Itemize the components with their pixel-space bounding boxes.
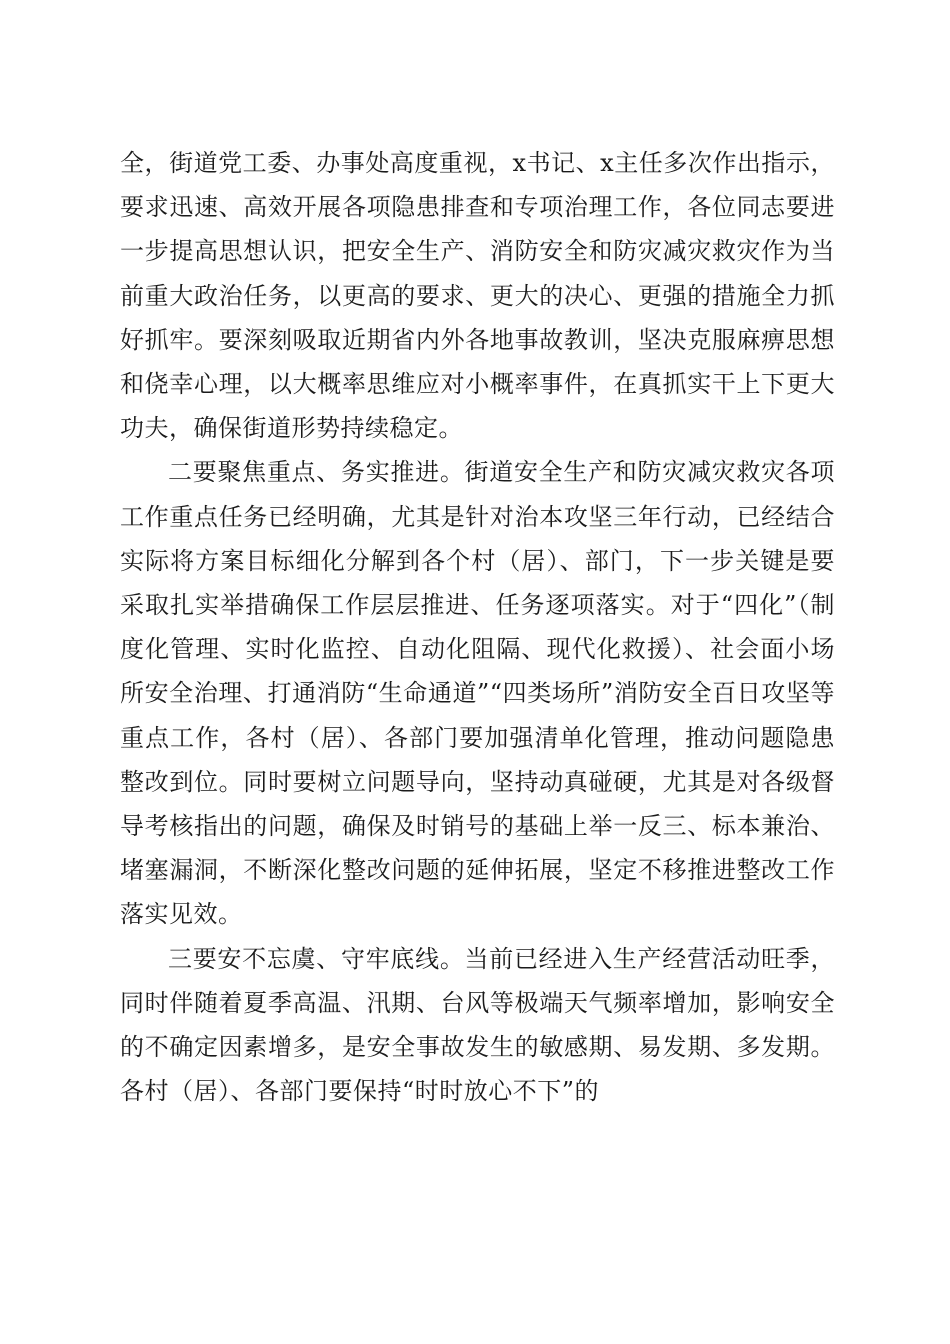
paragraph-continuation: 全，街道党工委、办事处高度重视，x书记、x主任多次作出指示，要求迅速、高效开展各项隐患排查和专项治理工作，各位同志要进一步提高思想认识，把安全生产、消防安全和防灾减灾救灾作为当前重大政治任务，以更高的要求、更大的决心、更强的措施全力抓好抓牢。要深刻吸取近期省内外各地事故教训，坚决克服麻痹思想和侥幸心理，以大概率思维应对小概率事件，在真抓实干上下更大功夫，确保街道形势持续稳定。	[120, 149, 835, 443]
paragraph-hold-bottom-line: 三要安不忘虞、守牢底线。当前已经进入生产经营活动旺季，同时伴随着夏季高温、汛期、台风等极端天气频率增加，影响安全的不确定因素增多，是安全事故发生的敏感期、易发期、多发期。各村（居）、各部门要保持“时时放心不下”的	[120, 944, 835, 1106]
paragraph-focus-priorities: 二要聚焦重点、务实推进。街道安全生产和防灾减灾救灾各项工作重点任务已经明确，尤其是针对治本攻坚三年行动，已经结合实际将方案目标细化分解到各个村（居）、部门，下一步关键是要采取扎实举措确保工作层层推进、任务逐项落实。对于“四化”（制度化管理、实时化监控、自动化阻隔、现代化救援）、社会面小场所安全治理、打通消防“生命通道”“四类场所”消防安全百日攻坚等重点工作，各村（居）、各部门要加强清单化管理，推动问题隐患整改到位。同时要树立问题导向，坚持动真碰硬，尤其是对各级督导考核指出的问题，确保及时销号的基础上举一反三、标本兼治、堵塞漏洞，不断深化整改问题的延伸拓展，坚定不移推进整改工作落实见效。	[120, 458, 835, 929]
document-body	[120, 141, 835, 1113]
